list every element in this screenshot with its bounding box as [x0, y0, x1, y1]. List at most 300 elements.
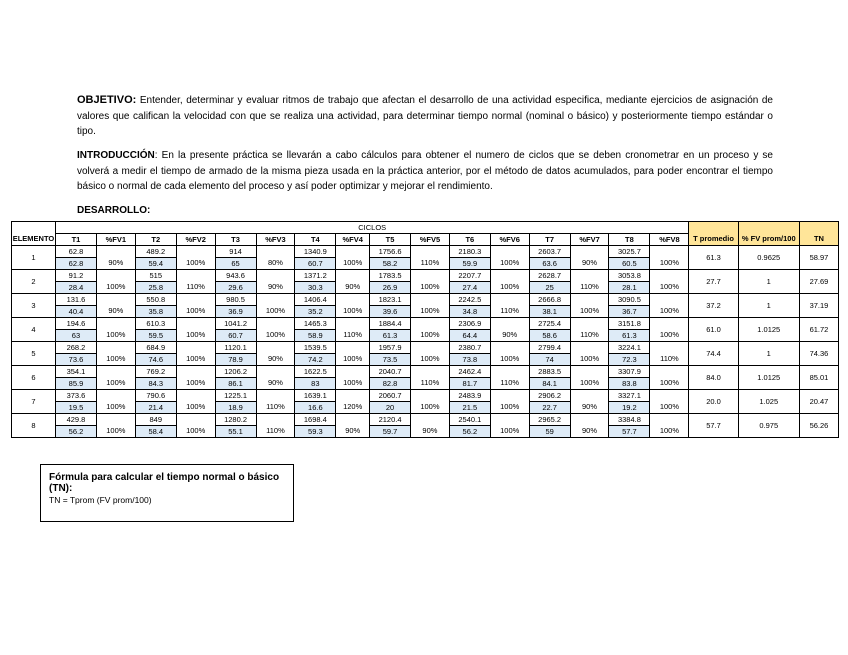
introduccion-paragraph — [77, 148, 773, 195]
time-cell: 28.4 — [56, 282, 97, 294]
fv-cell: 100% — [411, 402, 450, 414]
elemento-cell: 4 — [12, 318, 56, 342]
objetivo-label: OBJETIVO: — [77, 94, 137, 106]
fv-cell: 90% — [256, 378, 295, 390]
table-row — [12, 318, 839, 330]
fv-spacer-cell — [336, 318, 370, 330]
fv-spacer-cell — [570, 294, 609, 306]
column-header: T4 — [295, 234, 336, 246]
fv-cell: 110% — [490, 306, 529, 318]
fv-cell: 100% — [490, 282, 529, 294]
accumulated-time-cell: 2207.7 — [449, 270, 490, 282]
fv-cell: 100% — [256, 306, 295, 318]
fv-spacer-cell — [650, 294, 689, 306]
fv-spacer-cell — [256, 366, 295, 378]
fv-cell: 100% — [570, 378, 609, 390]
fv-cell: 110% — [490, 378, 529, 390]
fv-spacer-cell — [650, 390, 689, 402]
fv-cell: 100% — [570, 354, 609, 366]
fv-spacer-cell — [96, 366, 135, 378]
fv-spacer-cell — [570, 366, 609, 378]
fv-spacer-cell — [570, 318, 609, 330]
accumulated-time-cell: 1823.1 — [370, 294, 411, 306]
tn-cell: 74.36 — [799, 342, 838, 366]
accumulated-time-cell: 2965.2 — [529, 414, 570, 426]
time-cell: 64.4 — [449, 330, 490, 342]
fv-spacer-cell — [570, 270, 609, 282]
column-header: T promedio — [689, 234, 738, 246]
fv-spacer-cell — [96, 390, 135, 402]
fv-cell: 100% — [96, 426, 135, 438]
column-header: T7 — [529, 234, 570, 246]
fv-cell: 90% — [256, 354, 295, 366]
fv-cell: 100% — [96, 354, 135, 366]
fv-spacer-cell — [96, 246, 135, 258]
time-cell: 16.6 — [295, 402, 336, 414]
fv-cell: 80% — [256, 258, 295, 270]
fv-spacer-cell — [490, 246, 529, 258]
elemento-cell: 7 — [12, 390, 56, 414]
elemento-cell: 3 — [12, 294, 56, 318]
column-header: T2 — [135, 234, 176, 246]
time-cell: 36.7 — [609, 306, 650, 318]
fv-cell: 100% — [336, 354, 370, 366]
fv-spacer-cell — [176, 390, 215, 402]
accumulated-time-cell: 489.2 — [135, 246, 176, 258]
ciclos-label: CICLOS — [56, 222, 689, 234]
fv-spacer-cell — [490, 390, 529, 402]
time-cell: 58.9 — [295, 330, 336, 342]
column-header: %FV6 — [490, 234, 529, 246]
tprom-cell: 20.0 — [689, 390, 738, 414]
accumulated-time-cell: 2540.1 — [449, 414, 490, 426]
time-cell: 59.3 — [295, 426, 336, 438]
fv-cell: 100% — [490, 402, 529, 414]
fv-cell: 100% — [176, 354, 215, 366]
time-cell: 57.7 — [609, 426, 650, 438]
fv-cell: 100% — [176, 330, 215, 342]
accumulated-time-cell: 1539.5 — [295, 342, 336, 354]
time-cell: 78.9 — [215, 354, 256, 366]
fv-spacer-cell — [411, 294, 450, 306]
fv-spacer-cell — [490, 294, 529, 306]
fvprom-cell: 1.0125 — [738, 366, 799, 390]
table-row — [12, 270, 839, 282]
time-cell: 30.3 — [295, 282, 336, 294]
accumulated-time-cell: 550.8 — [135, 294, 176, 306]
time-cell: 21.5 — [449, 402, 490, 414]
column-header: ELEMENTO — [12, 234, 56, 246]
elemento-cell: 1 — [12, 246, 56, 270]
fv-spacer-cell — [336, 414, 370, 426]
accumulated-time-cell: 1698.4 — [295, 414, 336, 426]
accumulated-time-cell: 2040.7 — [370, 366, 411, 378]
table-body — [12, 246, 839, 438]
time-cell: 63.6 — [529, 258, 570, 270]
fv-spacer-cell — [176, 246, 215, 258]
accumulated-time-cell: 2883.5 — [529, 366, 570, 378]
accumulated-time-cell: 849 — [135, 414, 176, 426]
ciclos-header-row — [12, 222, 839, 234]
fv-spacer-cell — [256, 270, 295, 282]
accumulated-time-cell: 3025.7 — [609, 246, 650, 258]
fv-cell: 100% — [411, 282, 450, 294]
fv-spacer-cell — [176, 318, 215, 330]
accumulated-time-cell: 2725.4 — [529, 318, 570, 330]
accumulated-time-cell: 610.3 — [135, 318, 176, 330]
fv-spacer-cell — [411, 270, 450, 282]
fv-cell: 110% — [570, 282, 609, 294]
time-cell: 38.1 — [529, 306, 570, 318]
time-cell: 81.7 — [449, 378, 490, 390]
fv-cell: 100% — [256, 330, 295, 342]
time-cell: 86.1 — [215, 378, 256, 390]
fv-cell: 100% — [490, 426, 529, 438]
fv-cell: 90% — [256, 282, 295, 294]
fv-spacer-cell — [336, 246, 370, 258]
time-cell: 85.9 — [56, 378, 97, 390]
fv-cell: 100% — [650, 258, 689, 270]
fv-cell: 90% — [96, 258, 135, 270]
time-cell: 65 — [215, 258, 256, 270]
fv-cell: 100% — [650, 330, 689, 342]
fv-spacer-cell — [176, 342, 215, 354]
accumulated-time-cell: 2628.7 — [529, 270, 570, 282]
time-cell: 82.8 — [370, 378, 411, 390]
fv-spacer-cell — [411, 390, 450, 402]
fv-spacer-cell — [570, 342, 609, 354]
fv-spacer-cell — [96, 270, 135, 282]
time-cell: 63 — [56, 330, 97, 342]
time-cell: 19.5 — [56, 402, 97, 414]
fv-spacer-cell — [650, 414, 689, 426]
fv-cell: 90% — [570, 258, 609, 270]
fv-spacer-cell — [490, 414, 529, 426]
fv-spacer-cell — [96, 414, 135, 426]
accumulated-time-cell: 980.5 — [215, 294, 256, 306]
fv-spacer-cell — [256, 414, 295, 426]
time-cell: 60.7 — [295, 258, 336, 270]
fv-cell: 100% — [176, 258, 215, 270]
formula-text: TN = Tprom (FV prom/100) — [49, 495, 152, 505]
time-cell: 59.9 — [449, 258, 490, 270]
fv-spacer-cell — [336, 270, 370, 282]
fv-spacer-cell — [96, 318, 135, 330]
fv-cell: 100% — [650, 378, 689, 390]
introduccion-label: INTRODUCCIÓN — [77, 150, 155, 161]
fv-cell: 110% — [411, 378, 450, 390]
accumulated-time-cell: 2242.5 — [449, 294, 490, 306]
accumulated-time-cell: 2799.4 — [529, 342, 570, 354]
accumulated-time-cell: 769.2 — [135, 366, 176, 378]
accumulated-time-cell: 3053.8 — [609, 270, 650, 282]
time-cell: 21.4 — [135, 402, 176, 414]
time-cell: 73.5 — [370, 354, 411, 366]
table-row — [12, 390, 839, 402]
tprom-cell: 27.7 — [689, 270, 738, 294]
time-cell: 60.5 — [609, 258, 650, 270]
fv-spacer-cell — [650, 342, 689, 354]
fv-cell: 100% — [336, 258, 370, 270]
accumulated-time-cell: 2180.3 — [449, 246, 490, 258]
tn-cell: 37.19 — [799, 294, 838, 318]
fvprom-cell: 1 — [738, 342, 799, 366]
tprom-cell: 61.0 — [689, 318, 738, 342]
column-header: % FV prom/100 — [738, 234, 799, 246]
accumulated-time-cell: 1756.6 — [370, 246, 411, 258]
time-cell: 22.7 — [529, 402, 570, 414]
time-cell: 26.9 — [370, 282, 411, 294]
objetivo-text: Entender, determinar y evaluar ritmos de trabajo que afectan el desarrollo de una actividad especifica, mediante ejercicios de asignación de valores que califican la velocidad con que se realiza una actividad, para determinar tiempo normal (nominal o básico) y posteriormente tiempo estándar o tipo. — [77, 95, 773, 137]
fvprom-spacer — [738, 222, 799, 234]
accumulated-time-cell: 2380.7 — [449, 342, 490, 354]
column-header: TN — [799, 234, 838, 246]
time-cell: 83.8 — [609, 378, 650, 390]
table-row — [12, 246, 839, 258]
tprom-spacer — [689, 222, 738, 234]
time-cell: 74 — [529, 354, 570, 366]
accumulated-time-cell: 1120.1 — [215, 342, 256, 354]
accumulated-time-cell: 1371.2 — [295, 270, 336, 282]
column-header: %FV4 — [336, 234, 370, 246]
accumulated-time-cell: 2483.9 — [449, 390, 490, 402]
accumulated-time-cell: 268.2 — [56, 342, 97, 354]
time-cell: 72.3 — [609, 354, 650, 366]
time-cell: 18.9 — [215, 402, 256, 414]
fvprom-cell: 1 — [738, 270, 799, 294]
fvprom-cell: 1 — [738, 294, 799, 318]
table-row — [12, 414, 839, 426]
time-cell: 74.2 — [295, 354, 336, 366]
fv-spacer-cell — [411, 414, 450, 426]
tn-cell: 27.69 — [799, 270, 838, 294]
time-cell: 59.4 — [135, 258, 176, 270]
table-row — [12, 294, 839, 306]
tn-cell: 20.47 — [799, 390, 838, 414]
time-cell: 73.8 — [449, 354, 490, 366]
tprom-cell: 37.2 — [689, 294, 738, 318]
time-cell: 74.6 — [135, 354, 176, 366]
tprom-cell: 61.3 — [689, 246, 738, 270]
formula-box — [40, 464, 294, 522]
time-cell: 59 — [529, 426, 570, 438]
time-cell: 61.3 — [370, 330, 411, 342]
fv-spacer-cell — [336, 390, 370, 402]
accumulated-time-cell: 914 — [215, 246, 256, 258]
time-cell: 59.5 — [135, 330, 176, 342]
table-row — [12, 366, 839, 378]
fv-cell: 110% — [256, 402, 295, 414]
time-cell: 36.9 — [215, 306, 256, 318]
time-cell: 61.3 — [609, 330, 650, 342]
fv-cell: 100% — [650, 426, 689, 438]
column-header: T8 — [609, 234, 650, 246]
time-cell: 25 — [529, 282, 570, 294]
accumulated-time-cell: 3307.9 — [609, 366, 650, 378]
desarrollo-heading: DESARROLLO: — [77, 205, 151, 216]
column-header-row — [12, 234, 839, 246]
accumulated-time-cell: 2906.2 — [529, 390, 570, 402]
fv-cell: 100% — [411, 354, 450, 366]
column-header: %FV5 — [411, 234, 450, 246]
tn-spacer — [799, 222, 838, 234]
accumulated-time-cell: 1206.2 — [215, 366, 256, 378]
table-row — [12, 342, 839, 354]
column-header: T3 — [215, 234, 256, 246]
fv-cell: 110% — [256, 426, 295, 438]
fv-spacer-cell — [256, 294, 295, 306]
fv-cell: 100% — [96, 378, 135, 390]
accumulated-time-cell: 2120.4 — [370, 414, 411, 426]
accumulated-time-cell: 2060.7 — [370, 390, 411, 402]
accumulated-time-cell: 1622.5 — [295, 366, 336, 378]
time-cell: 60.7 — [215, 330, 256, 342]
formula-title: Fórmula para calcular el tiempo normal o básico (TN): — [49, 472, 280, 494]
fv-cell: 90% — [570, 426, 609, 438]
accumulated-time-cell: 684.9 — [135, 342, 176, 354]
accumulated-time-cell: 131.6 — [56, 294, 97, 306]
accumulated-time-cell: 1957.9 — [370, 342, 411, 354]
time-cell: 20 — [370, 402, 411, 414]
fv-cell: 100% — [176, 306, 215, 318]
column-header: %FV3 — [256, 234, 295, 246]
fv-cell: 100% — [650, 402, 689, 414]
time-cell: 83 — [295, 378, 336, 390]
tn-cell: 58.97 — [799, 246, 838, 270]
elemento-cell: 2 — [12, 270, 56, 294]
fv-cell: 100% — [336, 378, 370, 390]
fv-cell: 110% — [336, 330, 370, 342]
tprom-cell: 57.7 — [689, 414, 738, 438]
time-cell: 19.2 — [609, 402, 650, 414]
elemento-cell: 8 — [12, 414, 56, 438]
elemento-cell: 5 — [12, 342, 56, 366]
fv-cell: 100% — [176, 402, 215, 414]
fv-spacer-cell — [650, 246, 689, 258]
tprom-cell: 84.0 — [689, 366, 738, 390]
time-cell: 27.4 — [449, 282, 490, 294]
time-cell: 25.8 — [135, 282, 176, 294]
fv-spacer-cell — [490, 342, 529, 354]
fv-spacer-cell — [176, 414, 215, 426]
accumulated-time-cell: 943.6 — [215, 270, 256, 282]
column-header: T6 — [449, 234, 490, 246]
fv-cell: 100% — [176, 378, 215, 390]
accumulated-time-cell: 62.8 — [56, 246, 97, 258]
objetivo-paragraph — [77, 93, 773, 140]
time-cell: 34.8 — [449, 306, 490, 318]
fvprom-cell: 1.025 — [738, 390, 799, 414]
fv-cell: 110% — [176, 282, 215, 294]
accumulated-time-cell: 194.6 — [56, 318, 97, 330]
time-cell: 56.2 — [56, 426, 97, 438]
fv-spacer-cell — [411, 342, 450, 354]
time-cell: 58.2 — [370, 258, 411, 270]
time-cell: 84.1 — [529, 378, 570, 390]
accumulated-time-cell: 3384.8 — [609, 414, 650, 426]
fv-spacer-cell — [411, 366, 450, 378]
fv-spacer-cell — [256, 342, 295, 354]
accumulated-time-cell: 1406.4 — [295, 294, 336, 306]
fv-cell: 110% — [650, 354, 689, 366]
fv-spacer-cell — [650, 270, 689, 282]
column-header: T5 — [370, 234, 411, 246]
fv-cell: 100% — [650, 282, 689, 294]
accumulated-time-cell: 1783.5 — [370, 270, 411, 282]
accumulated-time-cell: 2462.4 — [449, 366, 490, 378]
accumulated-time-cell: 1465.3 — [295, 318, 336, 330]
tn-cell: 56.26 — [799, 414, 838, 438]
ciclos-corner-cell — [12, 222, 56, 234]
fv-cell: 100% — [490, 258, 529, 270]
fv-cell: 100% — [411, 306, 450, 318]
fv-spacer-cell — [490, 270, 529, 282]
fvprom-cell: 0.9625 — [738, 246, 799, 270]
time-study-table — [11, 221, 839, 438]
tn-cell: 61.72 — [799, 318, 838, 342]
elemento-cell: 6 — [12, 366, 56, 390]
fv-spacer-cell — [336, 294, 370, 306]
column-header: %FV7 — [570, 234, 609, 246]
accumulated-time-cell: 1041.2 — [215, 318, 256, 330]
column-header: T1 — [56, 234, 97, 246]
fv-cell: 110% — [411, 258, 450, 270]
fv-spacer-cell — [176, 294, 215, 306]
fv-spacer-cell — [336, 342, 370, 354]
fv-spacer-cell — [176, 270, 215, 282]
fv-spacer-cell — [650, 366, 689, 378]
fv-spacer-cell — [570, 246, 609, 258]
accumulated-time-cell: 3327.1 — [609, 390, 650, 402]
time-cell: 55.1 — [215, 426, 256, 438]
fv-spacer-cell — [336, 366, 370, 378]
fv-spacer-cell — [256, 390, 295, 402]
fv-cell: 90% — [490, 330, 529, 342]
accumulated-time-cell: 3151.8 — [609, 318, 650, 330]
tn-cell: 85.01 — [799, 366, 838, 390]
fv-cell: 110% — [570, 330, 609, 342]
fv-spacer-cell — [411, 318, 450, 330]
accumulated-time-cell: 1884.4 — [370, 318, 411, 330]
fv-spacer-cell — [570, 414, 609, 426]
fv-spacer-cell — [411, 246, 450, 258]
fv-spacer-cell — [96, 342, 135, 354]
fvprom-cell: 0.975 — [738, 414, 799, 438]
fv-cell: 100% — [96, 282, 135, 294]
accumulated-time-cell: 790.6 — [135, 390, 176, 402]
column-header: %FV1 — [96, 234, 135, 246]
accumulated-time-cell: 2666.8 — [529, 294, 570, 306]
accumulated-time-cell: 2306.9 — [449, 318, 490, 330]
accumulated-time-cell: 373.6 — [56, 390, 97, 402]
time-cell: 40.4 — [56, 306, 97, 318]
accumulated-time-cell: 2603.7 — [529, 246, 570, 258]
accumulated-time-cell: 1225.1 — [215, 390, 256, 402]
time-cell: 73.6 — [56, 354, 97, 366]
accumulated-time-cell: 91.2 — [56, 270, 97, 282]
time-cell: 39.6 — [370, 306, 411, 318]
fv-cell: 100% — [490, 354, 529, 366]
fv-cell: 90% — [570, 402, 609, 414]
column-header: %FV2 — [176, 234, 215, 246]
fv-spacer-cell — [650, 318, 689, 330]
accumulated-time-cell: 3090.5 — [609, 294, 650, 306]
time-cell: 59.7 — [370, 426, 411, 438]
time-cell: 56.2 — [449, 426, 490, 438]
fv-cell: 120% — [336, 402, 370, 414]
fv-spacer-cell — [256, 246, 295, 258]
fv-cell: 90% — [336, 426, 370, 438]
